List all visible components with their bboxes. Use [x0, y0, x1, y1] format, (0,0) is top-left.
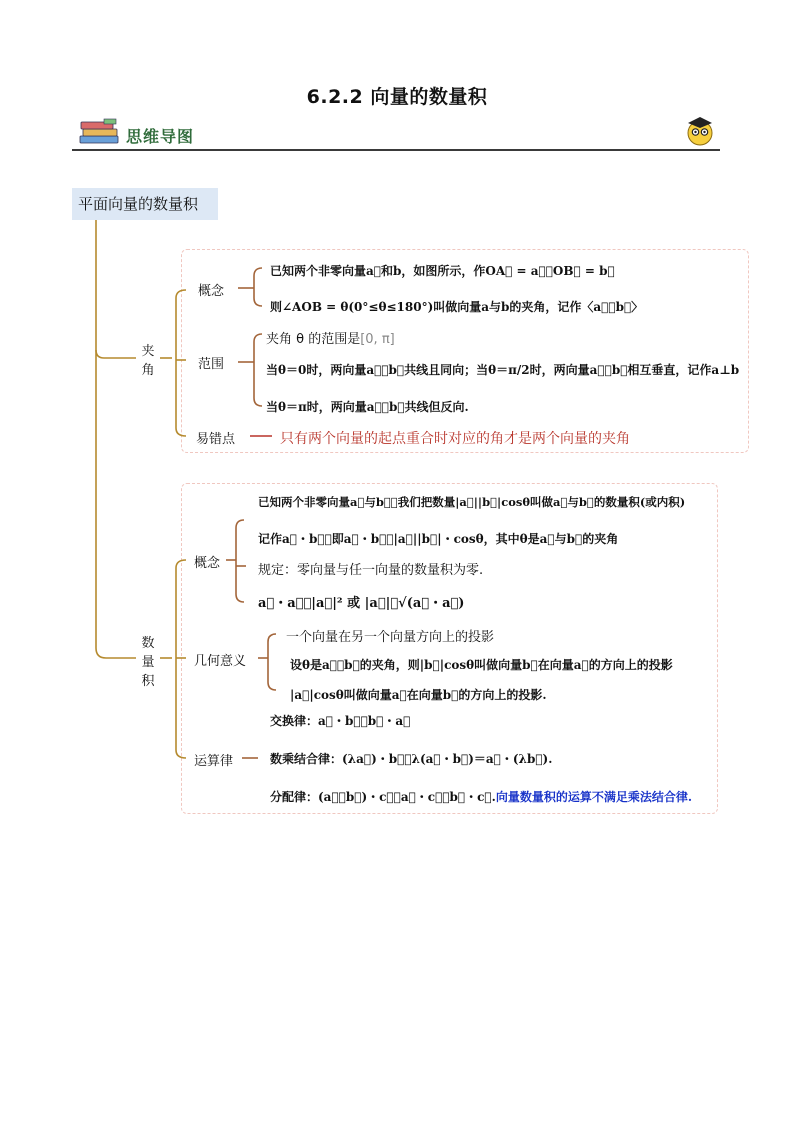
angle-range-text: 夹角 θ 的范围是: [266, 332, 361, 347]
angle-pitfall-node: 易错点: [196, 432, 236, 447]
angle-range-interval: [0, π]: [360, 332, 395, 347]
angle-range-line1: [266, 328, 395, 347]
dot-laws-line3: [270, 788, 692, 805]
dot-laws-node: 运算律: [194, 754, 234, 769]
section-header-label: 思维导图: [126, 127, 195, 146]
angle-concept-line2: 则∠AOB = θ(0°≤θ≤180°)叫做向量a与b的夹角，记作〈a⃗，b⃗〉: [270, 300, 644, 314]
section-angle-label-char: 夹: [141, 344, 155, 359]
dot-concept-line2: 记作a⃗・b⃗，即a⃗・b⃗＝|a⃗||b⃗|・cosθ，其中θ是a⃗与b⃗的夹角: [258, 532, 619, 546]
dot-laws-line1: 交换律：a⃗・b⃗＝b⃗・a⃗: [270, 714, 411, 728]
dot-concept-line4: a⃗・a⃗＝|a⃗|² 或 |a⃗|＝√(a⃗・a⃗): [258, 596, 465, 611]
angle-range-line3: 当θ＝π时，两向量a⃗，b⃗共线但反向.: [266, 400, 469, 414]
dot-concept-line3: 规定：零向量与任一向量的数量积为零.: [258, 563, 484, 578]
angle-range-node: 范围: [198, 357, 225, 372]
dot-concept-node: 概念: [194, 556, 221, 571]
dot-geometry-line3: |a⃗|cosθ叫做向量a⃗在向量b⃗的方向上的投影.: [290, 688, 547, 702]
angle-range-line2: 当θ＝0时，两向量a⃗，b⃗共线且同向；当θ＝π/2时，两向量a⃗，b⃗相互垂直，记作a⊥b: [266, 363, 740, 377]
dot-concept-line1: 已知两个非零向量a⃗与b⃗，我们把数量|a⃗||b⃗|cosθ叫做a⃗与b⃗的数量积(或内积): [258, 495, 686, 509]
section-dot-product-label-char: 量: [141, 655, 155, 670]
associativity-note: 向量数量积的运算不满足乘法结合律.: [495, 790, 692, 804]
section-dot-product-label: [140, 634, 156, 691]
angle-pitfall-text: 只有两个向量的起点重合时对应的角才是两个向量的夹角: [280, 431, 630, 447]
root-node: 平面向量的数量积: [72, 188, 218, 220]
angle-concept-line1: 已知两个非零向量a⃗和b，如图所示，作OA⃗ = a⃗，OB⃗ = b⃗: [270, 264, 615, 278]
distributive-law: 分配律：(a⃗＋b⃗)・c⃗＝a⃗・c⃗＋b⃗・c⃗.: [270, 790, 496, 804]
section-dot-product-label-char: 积: [141, 674, 155, 689]
dot-geometry-line2: 设θ是a⃗，b⃗的夹角，则|b⃗|cosθ叫做向量b⃗在向量a⃗的方向上的投影: [290, 658, 673, 672]
angle-concept-node: 概念: [198, 284, 225, 299]
dot-geometry-line1: 一个向量在另一个向量方向上的投影: [286, 630, 495, 645]
page-title: 6.2.2 向量的数量积: [306, 86, 488, 108]
dot-laws-line2: 数乘结合律：(λa⃗)・b⃗＝λ(a⃗・b⃗)＝a⃗・(λb⃗).: [270, 752, 553, 766]
section-angle-label: [140, 342, 156, 380]
dot-geometry-node: 几何意义: [194, 654, 247, 669]
section-angle-label-char: 角: [141, 363, 155, 378]
section-dot-product-label-char: 数: [141, 636, 155, 651]
